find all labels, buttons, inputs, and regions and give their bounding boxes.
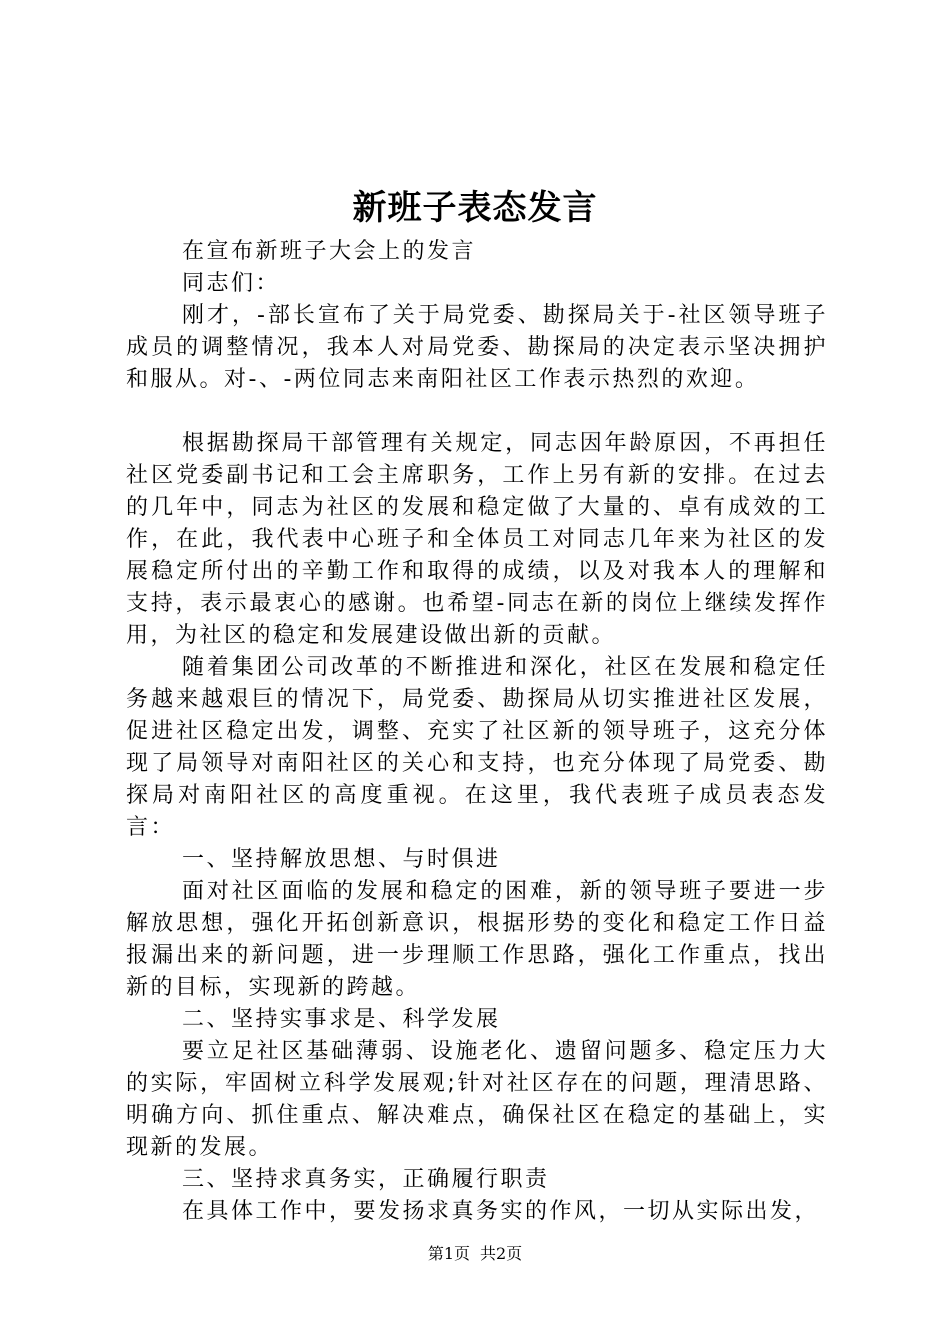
section-heading: 三、坚持求真务实，正确履行职责 bbox=[182, 1167, 550, 1192]
section-heading: 二、坚持实事求是、科学发展 bbox=[182, 1007, 501, 1032]
body-paragraph: 面对社区面临的发展和稳定的困难，新的领导班子要进一步解放思想，强化开拓创新意识，根据形势的变化和稳定工作日益报漏出来的新问题，进一步理顺工作思路，强化工作重点，找出新的目标，实现新的跨越。 bbox=[126, 879, 828, 1000]
document-body bbox=[126, 236, 828, 1228]
page-number: 第1页 bbox=[427, 1244, 470, 1263]
section-heading: 一、坚持解放思想、与时俱进 bbox=[182, 847, 501, 872]
page-total: 共2页 bbox=[480, 1244, 523, 1263]
body-paragraph: 根据勘探局干部管理有关规定，同志因年龄原因，不再担任社区党委副书记和工会主席职务，工作上另有新的安排。在过去的几年中，同志为社区的发展和稳定做了大量的、卓有成效的工作，在此，我代表中心班子和全体员工对同志几年来为社区的发展稳定所付出的辛勤工作和取得的成绩，以及对我本人的理解和支持，表示最衷心的感谢。也希望-同志在新的岗位上继续发挥作用，为社区的稳定和发展建设做出新的贡献。 bbox=[126, 431, 828, 648]
body-paragraph: 随着集团公司改革的不断推进和深化，社区在发展和稳定任务越来越艰巨的情况下，局党委、勘探局从切实推进社区发展，促进社区稳定出发，调整、充实了社区新的领导班子，这充分体现了局领导对南阳社区的关心和支持，也充分体现了局党委、勘探局对南阳社区的高度重视。在这里，我代表班子成员表态发言： bbox=[126, 655, 828, 840]
document-title: 新班子表态发言 bbox=[352, 188, 598, 228]
body-paragraph: 在具体工作中，要发扬求真务实的作风，一切从实际出发， bbox=[182, 1199, 820, 1224]
subtitle-paragraph: 在宣布新班子大会上的发言 bbox=[182, 239, 477, 264]
salutation-paragraph: 同志们： bbox=[182, 271, 281, 296]
body-paragraph: 要立足社区基础薄弱、设施老化、遗留问题多、稳定压力大的实际，牢固树立科学发展观;针对社区存在的问题，理清思路、明确方向、抓住重点、解决难点，确保社区在稳定的基础上，实现新的发展。 bbox=[126, 1039, 828, 1160]
body-paragraph: 刚才，-部长宣布了关于局党委、勘探局关于-社区领导班子成员的调整情况，我本人对局党委、勘探局的决定表示坚决拥护和服从。对-、-两位同志来南阳社区工作表示热烈的欢迎。 bbox=[126, 303, 828, 392]
page-footer bbox=[0, 1243, 950, 1265]
